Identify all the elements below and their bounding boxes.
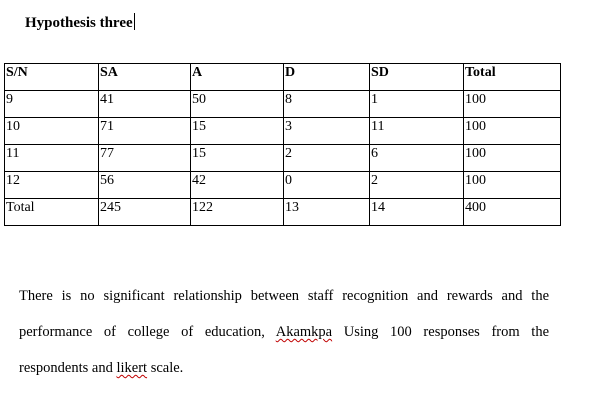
paragraph-text: scale.	[147, 360, 184, 376]
misspelled-word[interactable]: Akamkpa	[275, 324, 333, 340]
table-cell[interactable]: 11	[370, 118, 464, 145]
table-cell[interactable]: 15	[191, 118, 284, 145]
table-cell[interactable]: 41	[99, 91, 191, 118]
table-total-row	[5, 199, 561, 226]
header-sn[interactable]: S/N	[5, 64, 99, 91]
table-row	[5, 145, 561, 172]
table-row	[5, 172, 561, 199]
table-cell[interactable]: 15	[191, 145, 284, 172]
table-cell[interactable]: 56	[99, 172, 191, 199]
table-cell[interactable]: 71	[99, 118, 191, 145]
table-cell[interactable]: 100	[464, 145, 561, 172]
text-cursor	[134, 13, 135, 30]
table-row	[5, 91, 561, 118]
table-cell[interactable]: 10	[5, 118, 99, 145]
table-cell[interactable]: 100	[464, 91, 561, 118]
table-cell[interactable]: 0	[284, 172, 370, 199]
section-heading	[25, 13, 135, 32]
table-cell[interactable]: 14	[370, 199, 464, 226]
table-cell[interactable]: 2	[284, 145, 370, 172]
header-a[interactable]: A	[191, 64, 284, 91]
table-cell[interactable]: 100	[464, 118, 561, 145]
table-cell[interactable]: 122	[191, 199, 284, 226]
paragraph-text: performance of college of education,	[19, 324, 276, 340]
table-cell[interactable]: Total	[5, 199, 99, 226]
table-cell[interactable]: 3	[284, 118, 370, 145]
misspelled-word[interactable]: likert	[116, 360, 148, 376]
results-table	[4, 63, 561, 226]
header-total[interactable]: Total	[464, 64, 561, 91]
header-sd[interactable]: SD	[370, 64, 464, 91]
heading-text: Hypothesis three	[25, 15, 133, 31]
paragraph-line-1: There is no significant relationship between staff recognition and rewards and the	[19, 288, 549, 304]
header-d[interactable]: D	[284, 64, 370, 91]
table-cell[interactable]: 13	[284, 199, 370, 226]
table-row	[5, 118, 561, 145]
table-cell[interactable]: 100	[464, 172, 561, 199]
header-sa[interactable]: SA	[99, 64, 191, 91]
table-cell[interactable]: 6	[370, 145, 464, 172]
hypothesis-paragraph[interactable]	[19, 278, 549, 386]
table-cell[interactable]: 2	[370, 172, 464, 199]
table-cell[interactable]: 245	[99, 199, 191, 226]
paragraph-text: Using 100 responses from the	[332, 324, 550, 340]
table-cell[interactable]: 9	[5, 91, 99, 118]
table-cell[interactable]: 50	[191, 91, 284, 118]
paragraph-line-3	[19, 350, 549, 386]
table-cell[interactable]: 8	[284, 91, 370, 118]
table-cell[interactable]: 12	[5, 172, 99, 199]
table-cell[interactable]: 1	[370, 91, 464, 118]
table-cell[interactable]: 400	[464, 199, 561, 226]
table-header-row	[5, 64, 561, 91]
paragraph-line-2	[19, 314, 549, 350]
paragraph-text: respondents and	[19, 360, 117, 376]
table-cell[interactable]: 11	[5, 145, 99, 172]
table-cell[interactable]: 77	[99, 145, 191, 172]
table-cell[interactable]: 42	[191, 172, 284, 199]
